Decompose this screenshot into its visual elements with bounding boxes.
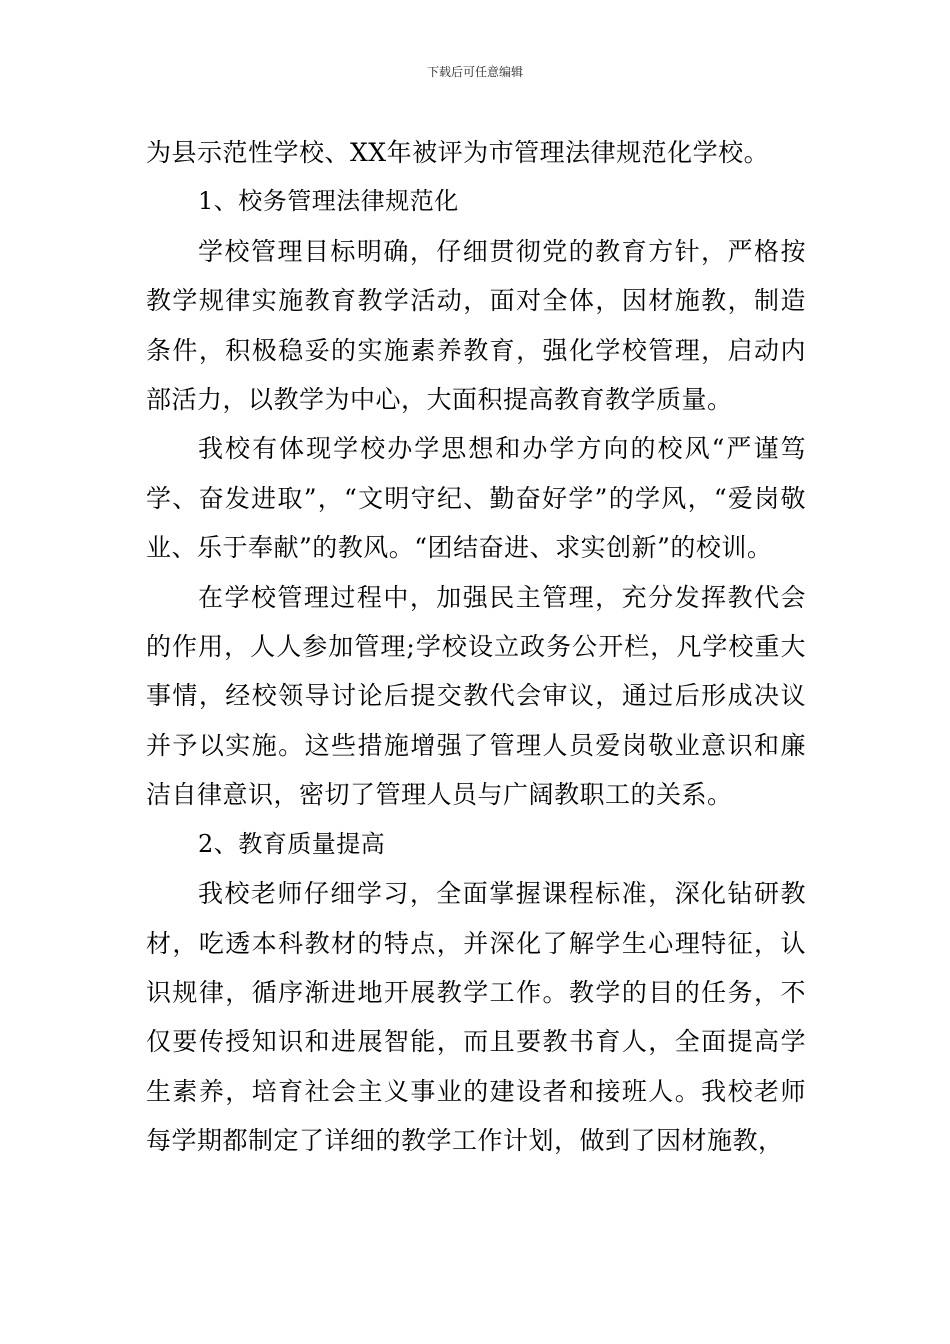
section-heading-1: 1、校务管理法律规范化 xyxy=(198,187,459,216)
section-heading-2: 2、教育质量提高 xyxy=(198,829,386,858)
paragraph: 我校有体现学校办学思想和办学方向的校风“严谨笃学、奋发进取”，“文明守纪、勤奋好学”的学风，“爱岗敬业、乐于奉献”的教风。“团结奋进、求实创新”的校训。 xyxy=(146,434,806,563)
paragraph: 我校老师仔细学习，全面掌握课程标准，深化钻研教材，吃透本科教材的特点，并深化了解学生心理特征，认识规律，循序渐进地开展教学工作。教学的目的任务，不仅要传授知识和进展智能，而且要教书育人，全面提高学生素养，培育社会主义事业的建设者和接班人。我校老师每学期都制定了详细的教学工作计划，做到了因材施教， xyxy=(146,879,806,1156)
paragraph: 学校管理目标明确，仔细贯彻党的教育方针，严格按教学规律实施教育教学活动，面对全体，因材施教，制造条件，积极稳妥的实施素养教育，强化学校管理，启动内部活力，以教学为中心，大面积提高教育教学质量。 xyxy=(146,236,806,415)
page-header-note: 下载后可任意编辑 xyxy=(426,65,523,79)
paragraph-continuation: 为县示范性学校、XX年被评为市管理法律规范化学校。 xyxy=(146,138,770,167)
paragraph: 在学校管理过程中，加强民主管理，充分发挥教代会的作用，人人参加管理;学校设立政务公开栏，凡学校重大事情，经校领导讨论后提交教代会审议，通过后形成决议并予以实施。这些措施增强了管理人员爱岗敬业意识和廉洁自律意识，密切了管理人员与广阔教职工的关系。 xyxy=(146,582,806,810)
document-body xyxy=(146,128,806,1166)
